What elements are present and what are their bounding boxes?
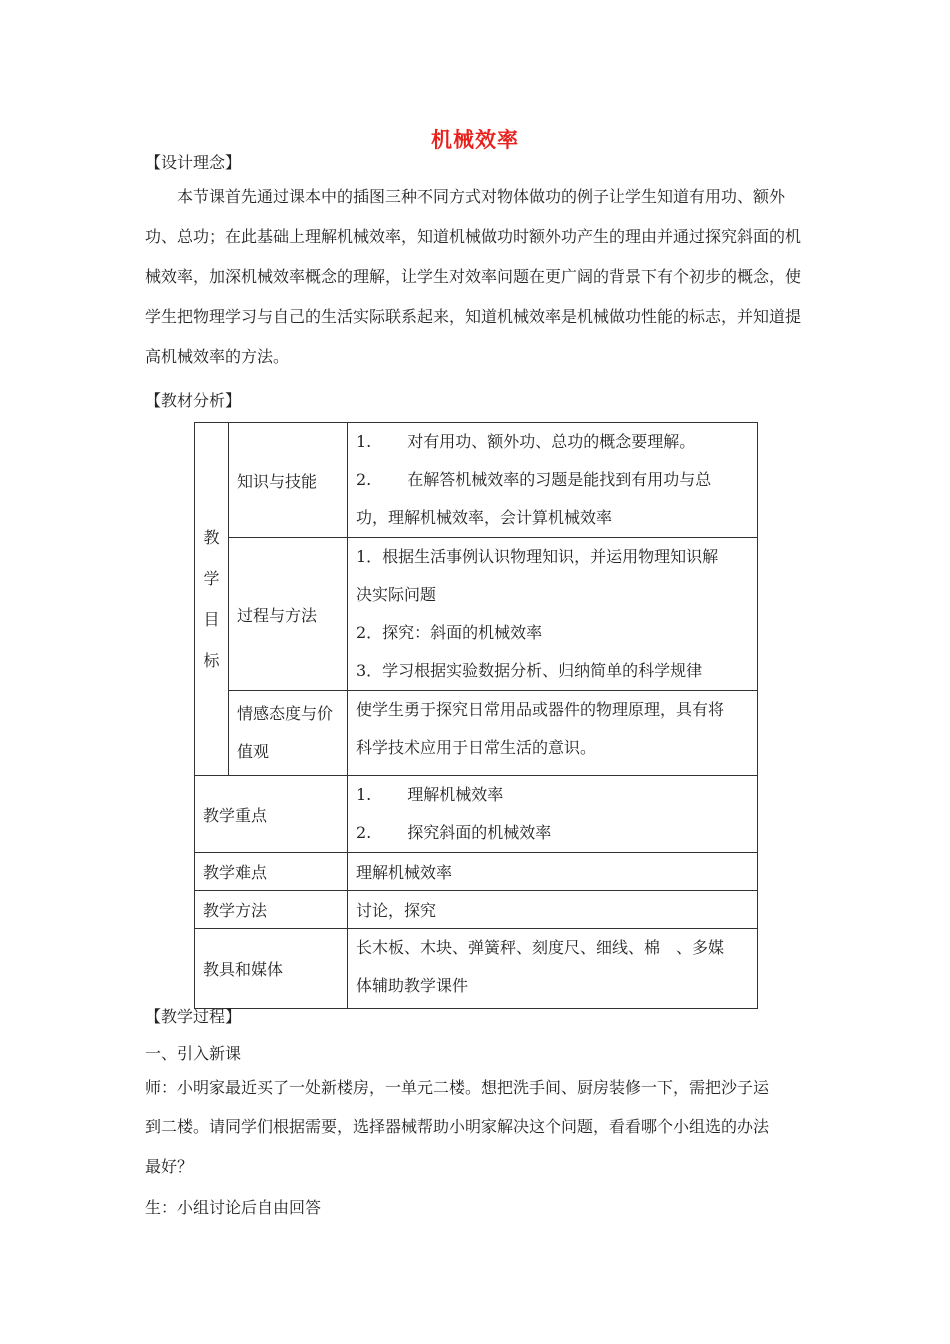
page-title: 机械效率 [431,127,519,152]
focus-content: 1. 理解机械效率 2. 探究斜面的机械效率 [348,776,758,853]
tools-content: 长木板、木块、弹簧秤、刻度尺、细线、棉 、多媒 体辅助教学课件 [348,929,758,1009]
emotion-content: 使学生勇于探究日常用品或器件的物理原理，具有将 科学技术应用于日常生活的意识。 [348,691,758,776]
analysis-heading: 【教材分析】 [145,391,242,410]
process-heading: 【教学过程】 [145,1007,242,1026]
method-content: 讨论，探究 [348,891,758,929]
method-label: 教学方法 [195,891,348,929]
focus-label: 教学重点 [195,776,348,853]
knowledge-content: 1. 对有用功、额外功、总功的概念要理解。 2. 在解答机械效率的习题是能找到有用功与总 功，理解机械效率，会计算机械效率 [348,423,758,538]
tools-label: 教具和媒体 [195,929,348,1009]
difficulty-label: 教学难点 [195,853,348,891]
knowledge-label: 知识与技能 [229,423,348,538]
design-heading: 【设计理念】 [145,153,242,172]
teacher-line-1: 师：小明家最近买了一处新楼房，一单元二楼。想把洗手间、厨房装修一下，需把沙子运 [145,1078,770,1097]
process-content: 1．根据生活事例认识物理知识，并运用物理知识解 决实际问题 2．探究：斜面的机械效率 3．学习根据实验数据分析、归纳简单的科学规律 [348,538,758,691]
emotion-label: 情感态度与价 值观 [229,691,348,776]
teacher-line-3: 最好？ [145,1157,194,1176]
design-paragraph: 本节课首先通过课本中的插图三种不同方式对物体做功的例子让学生知道有用功、额外功、总功；在此基础上理解机械效率，知道机械做功时额外功产生的理由并通过探究斜面的机械效率，加深机械效率概念的理解，让学生对效率问题在更广阔的背景下有个初步的概念，使学生把物理学习与自己的生活实际联系起来，知道机械效率是机械做功性能的标志，并知道提高机械效率的方法。 [145,187,802,366]
difficulty-content: 理解机械效率 [348,853,758,891]
step-one: 一、引入新课 [145,1044,242,1063]
teacher-line-2: 到二楼。请同学们根据需要，选择器械帮助小明家解决这个问题，看看哪个小组选的办法 [145,1117,770,1136]
student-line: 生：小组讨论后自由回答 [145,1198,322,1217]
teaching-goal-cell: 教 学 目 标 [195,423,229,776]
process-label: 过程与方法 [229,538,348,691]
analysis-table [194,422,758,1009]
